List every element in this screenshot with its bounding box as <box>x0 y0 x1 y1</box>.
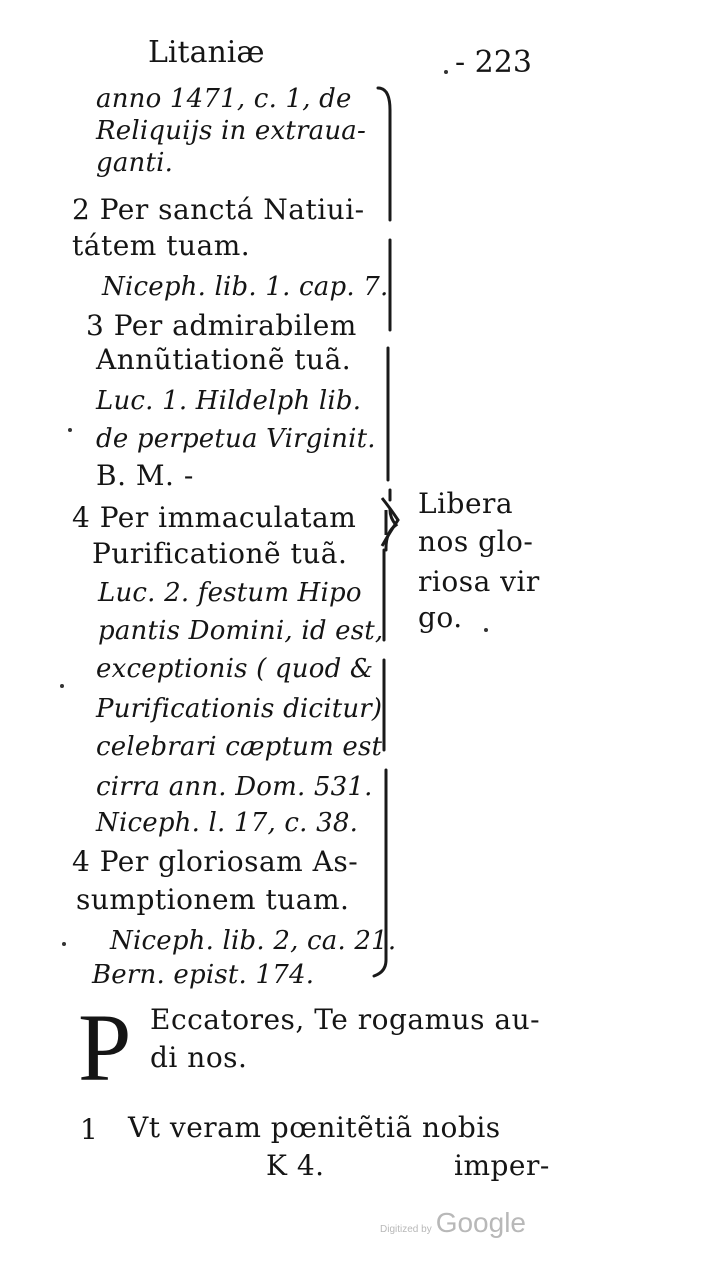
response-line-4: go. <box>418 601 463 634</box>
text-line-24: Bern. epist. 174. <box>92 960 315 990</box>
text-line-7: 3 Per admirabilem <box>86 309 357 342</box>
prayer-line-1: Eccatores, Te rogamus au- <box>150 1003 541 1036</box>
digitized-watermark <box>380 1207 526 1239</box>
verse-number: 1 <box>80 1113 99 1146</box>
running-head: Litaniæ <box>148 35 265 70</box>
text-line-13: Purificationẽ tuã. <box>92 537 348 570</box>
response-line-1: Libera <box>418 487 514 520</box>
text-line-11: B. M. - <box>96 459 194 492</box>
text-line-18: celebrari cæptum est <box>96 732 383 762</box>
text-line-1: anno 1471, c. 1, de <box>96 84 352 114</box>
response-line-3: riosa vir <box>418 565 540 598</box>
ink-speck <box>68 428 72 432</box>
text-line-14: Luc. 2. festum Hipo <box>98 578 362 608</box>
text-line-20: Niceph. l. 17, c. 38. <box>96 808 359 838</box>
google-logo: Google <box>435 1207 526 1238</box>
ink-speck <box>60 684 64 688</box>
watermark-small: Digitized by <box>380 1224 432 1235</box>
text-line-2: Reliquijs in extraua- <box>96 116 366 146</box>
page-number: - 223 <box>455 45 532 80</box>
ink-speck <box>62 942 66 946</box>
text-line-22: sumptionem tuam. <box>76 883 350 916</box>
text-line-8: Annũtiationẽ tuã. <box>96 343 352 376</box>
text-line-3: ganti. <box>96 148 174 178</box>
text-line-12: 4 Per immaculatam <box>72 501 357 534</box>
text-line-4: 2 Per sanctá Natiui- <box>72 193 365 226</box>
text-line-19: cirra ann. Dom. 531. <box>96 772 373 802</box>
signature-mark: K 4. <box>266 1149 325 1182</box>
text-line-5: tátem tuam. <box>72 229 251 262</box>
verse-text: Vt veram pœnitẽtiã nobis <box>128 1111 501 1144</box>
drop-cap: P <box>78 994 132 1101</box>
text-line-16: exceptionis ( quod & <box>96 654 374 684</box>
text-line-15: pantis Domini, id est, <box>98 616 384 646</box>
text-line-21: 4 Per gloriosam As- <box>72 845 359 878</box>
text-line-6: Niceph. lib. 1. cap. 7. <box>102 272 389 302</box>
response-line-2: nos glo- <box>418 525 534 558</box>
text-line-23: Niceph. lib. 2, ca. 21. <box>110 926 397 956</box>
prayer-line-2: di nos. <box>150 1041 248 1074</box>
text-line-9: Luc. 1. Hildelph lib. <box>96 386 362 416</box>
ink-speck <box>444 70 448 74</box>
text-line-17: Purificationis dicitur) <box>96 694 383 724</box>
ink-speck <box>484 628 488 632</box>
catchword: imper- <box>454 1149 550 1182</box>
text-line-10: de perpetua Virginit. <box>96 424 376 454</box>
